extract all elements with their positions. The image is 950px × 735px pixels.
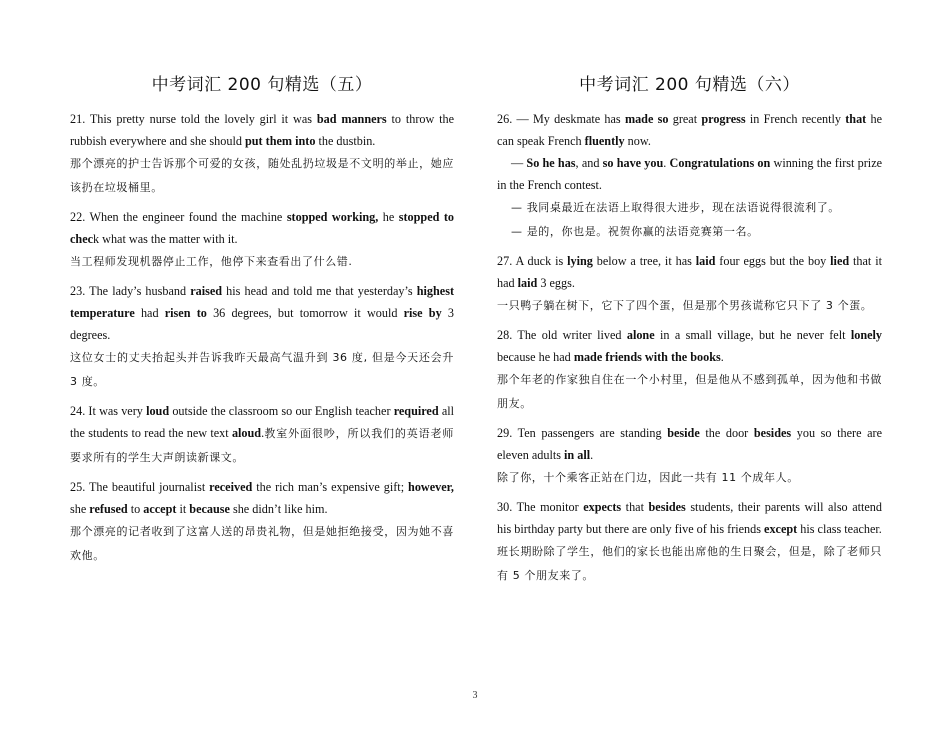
english-sentence: 29. Ten passengers are standing beside the door besides you so there are eleven adults in all.: [497, 426, 882, 462]
english-sentence-reply: — So he has, and so have you. Congratulations on winning the first prize in the French contest.: [497, 156, 883, 192]
left-sentence-list: [70, 108, 454, 574]
sentence-item: [70, 280, 454, 394]
sentence-item: [70, 108, 454, 200]
chinese-translation: — 我同桌最近在法语上取得很大进步，现在法语说得很流利了。: [511, 201, 840, 214]
english-sentence: 21. This pretty nurse told the lovely girl it was bad manners to throw the rubbish everywhere and she should put them into the dustbin.: [70, 112, 454, 148]
chinese-translation-reply: — 是的，你也是。祝贺你赢的法语竞赛第一名。: [511, 225, 759, 238]
right-section-title: 中考词汇 200 句精选（六）: [579, 75, 800, 95]
english-sentence: 24. It was very loud outside the classroom so our English teacher required all the students to read the new text aloud.教室外面很吵，所以我们的英语老师要求所有的学生大声朗读新课文。: [70, 404, 455, 464]
sentence-item: [70, 400, 454, 470]
english-sentence: 26. — My deskmate has made so great progress in French recently that he can speak French fluently now.: [497, 112, 882, 148]
sentence-item: [70, 476, 454, 568]
english-sentence: 27. A duck is lying below a tree, it has laid four eggs but the boy lied that it had laid 3 eggs.: [497, 254, 882, 290]
chinese-translation: 教室外面很吵，所以我们的英语老师要求所有的学生大声朗读新课文。: [70, 427, 454, 464]
sentence-item: [497, 324, 882, 416]
english-sentence: 22. When the engineer found the machine stopped working, he stopped to check what was the matter with it.: [70, 210, 455, 246]
sentence-item: [497, 108, 882, 244]
chinese-translation: 班长期盼除了学生，他们的家长也能出席他的生日聚会，但是，除了老师只有 5 个朋友来了。: [497, 545, 882, 582]
chinese-translation: 除了你，十个乘客正站在门边，因此一共有 11 个成年人。: [497, 471, 799, 484]
english-sentence: 25. The beautiful journalist received the rich man’s expensive gift; however, she refused to accept it because she didn’t like him.: [70, 480, 454, 516]
chinese-translation: 那个年老的作家独自住在一个小村里，但是他从不感到孤单，因为他和书做朋友。: [497, 373, 882, 410]
chinese-translation: 一只鸭子躺在树下，它下了四个蛋，但是那个男孩谎称它只下了 3 个蛋。: [497, 299, 873, 312]
english-sentence: 28. The old writer lived alone in a small village, but he never felt lonely because he had made friends with the books.: [497, 328, 882, 364]
chinese-translation: 那个漂亮的护士告诉那个可爱的女孩，随处乱扔垃圾是不文明的举止，她应该扔在垃圾桶里。: [70, 157, 454, 194]
sentence-item: [497, 422, 882, 490]
sentence-item: [497, 496, 882, 588]
chinese-translation: 那个漂亮的记者收到了这富人送的昂贵礼物，但是她拒绝接受，因为她不喜欢他。: [70, 525, 454, 562]
right-sentence-list: [497, 108, 882, 594]
left-section-title: 中考词汇 200 句精选（五）: [151, 75, 373, 95]
sentence-item: [70, 206, 454, 274]
sentence-item: [497, 250, 882, 318]
page-number: 3: [472, 690, 478, 701]
english-sentence: 23. The lady’s husband raised his head and told me that yesterday’s highest temperature had risen to 36 degrees, but tomorrow it would rise by 3 degrees.: [70, 284, 454, 342]
chinese-translation: 这位女士的丈夫抬起头并告诉我昨天最高气温升到 36 度, 但是今天还会升 3 度。: [70, 351, 454, 388]
chinese-translation: 当工程师发现机器停止工作，他停下来查看出了什么错.: [70, 255, 353, 268]
english-sentence: 30. The monitor expects that besides students, their parents will also attend his birthday party but there are only five of his friends except his class teacher.: [497, 500, 882, 536]
